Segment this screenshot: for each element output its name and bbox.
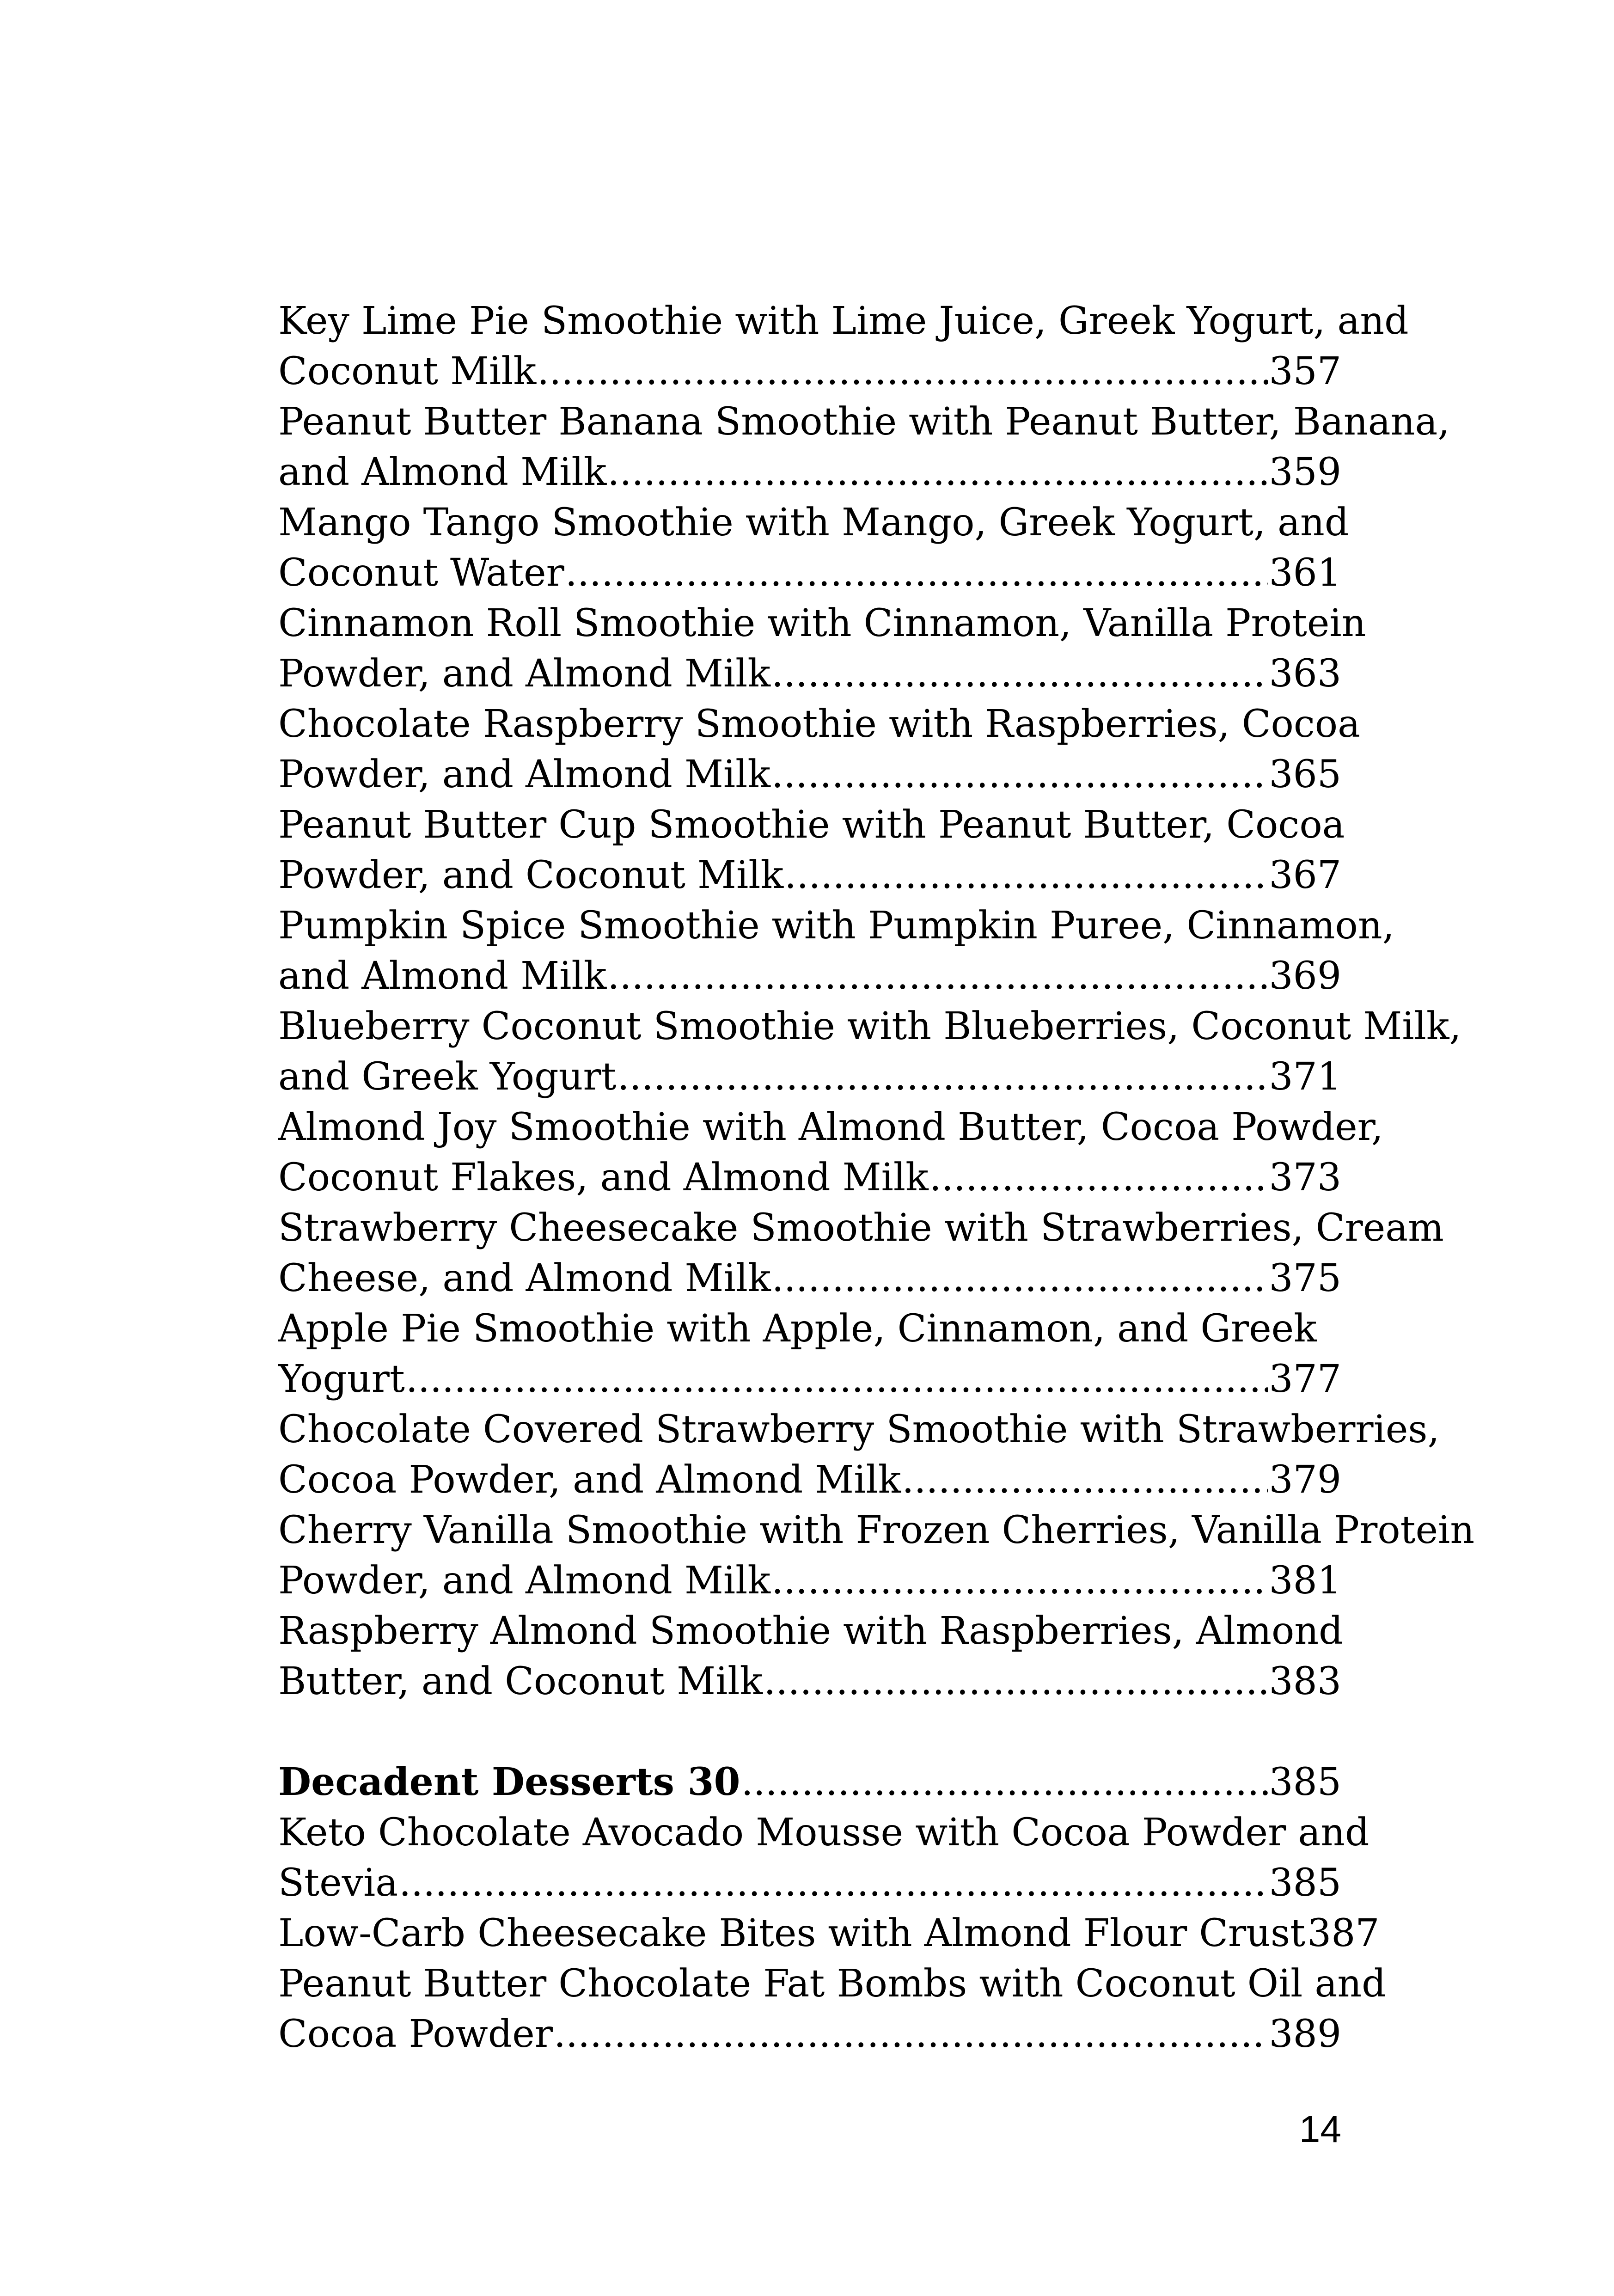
toc-entry-title-cont: Powder, and Almond Milk [278,652,771,696]
toc-entry-title: Cherry Vanilla Smoothie with Frozen Cherries, Vanilla Protein [278,1508,1475,1552]
dot-leader [537,346,1268,397]
dot-leader [772,1253,1268,1304]
dot-leader [565,548,1268,598]
toc-entry-page: 385 [1269,1861,1341,1905]
toc-entry[interactable] [278,900,1394,1001]
toc-entry[interactable] [278,1304,1341,1404]
toc-entry-title-cont: Powder, and Almond Milk [278,753,771,796]
dot-leader [771,1555,1268,1606]
dot-leader [741,1757,1268,1807]
toc-entry-title: Keto Chocolate Avocado Mousse with Cocoa Powder and [278,1811,1369,1855]
toc-entry[interactable] [278,497,1349,598]
toc-entry[interactable] [278,1807,1369,1908]
toc-entry-page: 381 [1269,1559,1341,1603]
toc-entry-title-cont: Yogurt [278,1357,405,1401]
dot-leader [764,1656,1268,1707]
toc-entry-page: 383 [1269,1659,1341,1703]
section-page: 385 [1269,1760,1341,1804]
toc-entry-title-cont: Coconut Flakes, and Almond Milk [278,1156,929,1200]
toc-entry-title-cont: Butter, and Coconut Milk [278,1659,763,1703]
section-title: Decadent Desserts 30 [278,1760,740,1804]
toc-entry[interactable] [278,1203,1444,1304]
toc-entry-title: Apple Pie Smoothie with Apple, Cinnamon, and Greek [278,1307,1317,1351]
section-spacer [278,1707,1341,1757]
toc-entry-title-cont: and Almond Milk [278,450,607,494]
toc-entry-page: 379 [1269,1458,1341,1502]
dot-leader [607,951,1268,1001]
toc-entry-page: 357 [1269,349,1341,393]
toc-entry[interactable] [278,1404,1440,1505]
toc-entry-page: 377 [1269,1357,1341,1401]
toc-entry[interactable] [278,1606,1341,1707]
toc-entry-title: Low-Carb Cheesecake Bites with Almond Flour Crust [278,1911,1306,1955]
toc-entry-title: Chocolate Covered Strawberry Smoothie with Strawberries, [278,1408,1440,1451]
toc-entry-title: Raspberry Almond Smoothie with Raspberries, Almond [278,1609,1343,1653]
toc-entry-title-cont: Cocoa Powder [278,2012,553,2056]
toc-entry[interactable] [278,1001,1461,1102]
dot-leader [399,1858,1268,1908]
toc-entry-title: Peanut Butter Chocolate Fat Bombs with Coconut Oil and [278,1962,1386,2006]
toc-entry-title-cont: Powder, and Almond Milk [278,1559,771,1603]
toc-entry-title-cont: Coconut Water [278,551,564,595]
dot-leader [902,1455,1268,1505]
toc-entry-title: Strawberry Cheesecake Smoothie with Strawberries, Cream [278,1206,1444,1250]
toc-entry[interactable] [278,296,1409,397]
toc-entry-title: Peanut Butter Banana Smoothie with Peanut Butter, Banana, [278,400,1450,444]
toc-entry-title: Cinnamon Roll Smoothie with Cinnamon, Vanilla Protein [278,601,1366,645]
toc-entry-page: 359 [1269,450,1341,494]
dot-leader [554,2009,1268,2059]
toc-entry-page: 371 [1269,1055,1341,1099]
dot-leader [929,1152,1268,1203]
toc-entry[interactable] [278,800,1345,900]
toc-entry-page: 389 [1269,2012,1341,2056]
toc-entry-page: 363 [1269,652,1341,696]
toc-entry-title: Key Lime Pie Smoothie with Lime Juice, Greek Yogurt, and [278,299,1409,343]
toc-entry-title: Peanut Butter Cup Smoothie with Peanut Butter, Cocoa [278,803,1345,847]
toc-entry[interactable] [278,1959,1386,2059]
toc-entry-title-cont: and Almond Milk [278,954,607,998]
toc-entry-title-cont: Powder, and Coconut Milk [278,853,784,897]
dot-leader [771,649,1268,699]
toc-entry[interactable] [278,397,1450,497]
toc-entry-page: 367 [1269,853,1341,897]
dot-leader [617,1052,1268,1102]
toc-entry-page: 361 [1269,551,1341,595]
toc-entry-page: 387 [1307,1911,1380,1955]
toc-entry-page: 375 [1269,1256,1341,1300]
toc-entry-title: Almond Joy Smoothie with Almond Butter, Cocoa Powder, [278,1105,1383,1149]
toc-entry[interactable] [278,1102,1383,1203]
dot-leader [771,749,1268,800]
toc-section-heading[interactable] [278,1757,1341,1807]
toc-entry-title-cont: Cocoa Powder, and Almond Milk [278,1458,901,1502]
toc-entry-title-cont: Cheese, and Almond Milk [278,1256,771,1300]
toc-entry-title: Pumpkin Spice Smoothie with Pumpkin Puree, Cinnamon, [278,904,1394,948]
dot-leader [607,447,1268,497]
page-number: 14 [1299,2108,1341,2150]
toc-entry-page: 365 [1269,753,1341,796]
toc-entry-title-cont: Stevia [278,1861,398,1905]
toc-entry-title-cont: Coconut Milk [278,349,537,393]
toc-entry[interactable] [278,598,1366,699]
toc-entry-page: 373 [1269,1156,1341,1200]
toc-entry[interactable] [278,699,1361,800]
dot-leader [784,850,1268,900]
toc-entry[interactable] [278,1505,1475,1606]
toc-entry-title: Blueberry Coconut Smoothie with Blueberries, Coconut Milk, [278,1004,1461,1048]
table-of-contents [278,296,1475,2059]
toc-entry-title: Mango Tango Smoothie with Mango, Greek Yogurt, and [278,501,1349,545]
toc-entry-title-cont: and Greek Yogurt [278,1055,617,1099]
dot-leader [406,1354,1268,1404]
toc-entry-page: 369 [1269,954,1341,998]
toc-entry-title: Chocolate Raspberry Smoothie with Raspberries, Cocoa [278,702,1361,746]
toc-entry[interactable] [278,1908,1380,1959]
